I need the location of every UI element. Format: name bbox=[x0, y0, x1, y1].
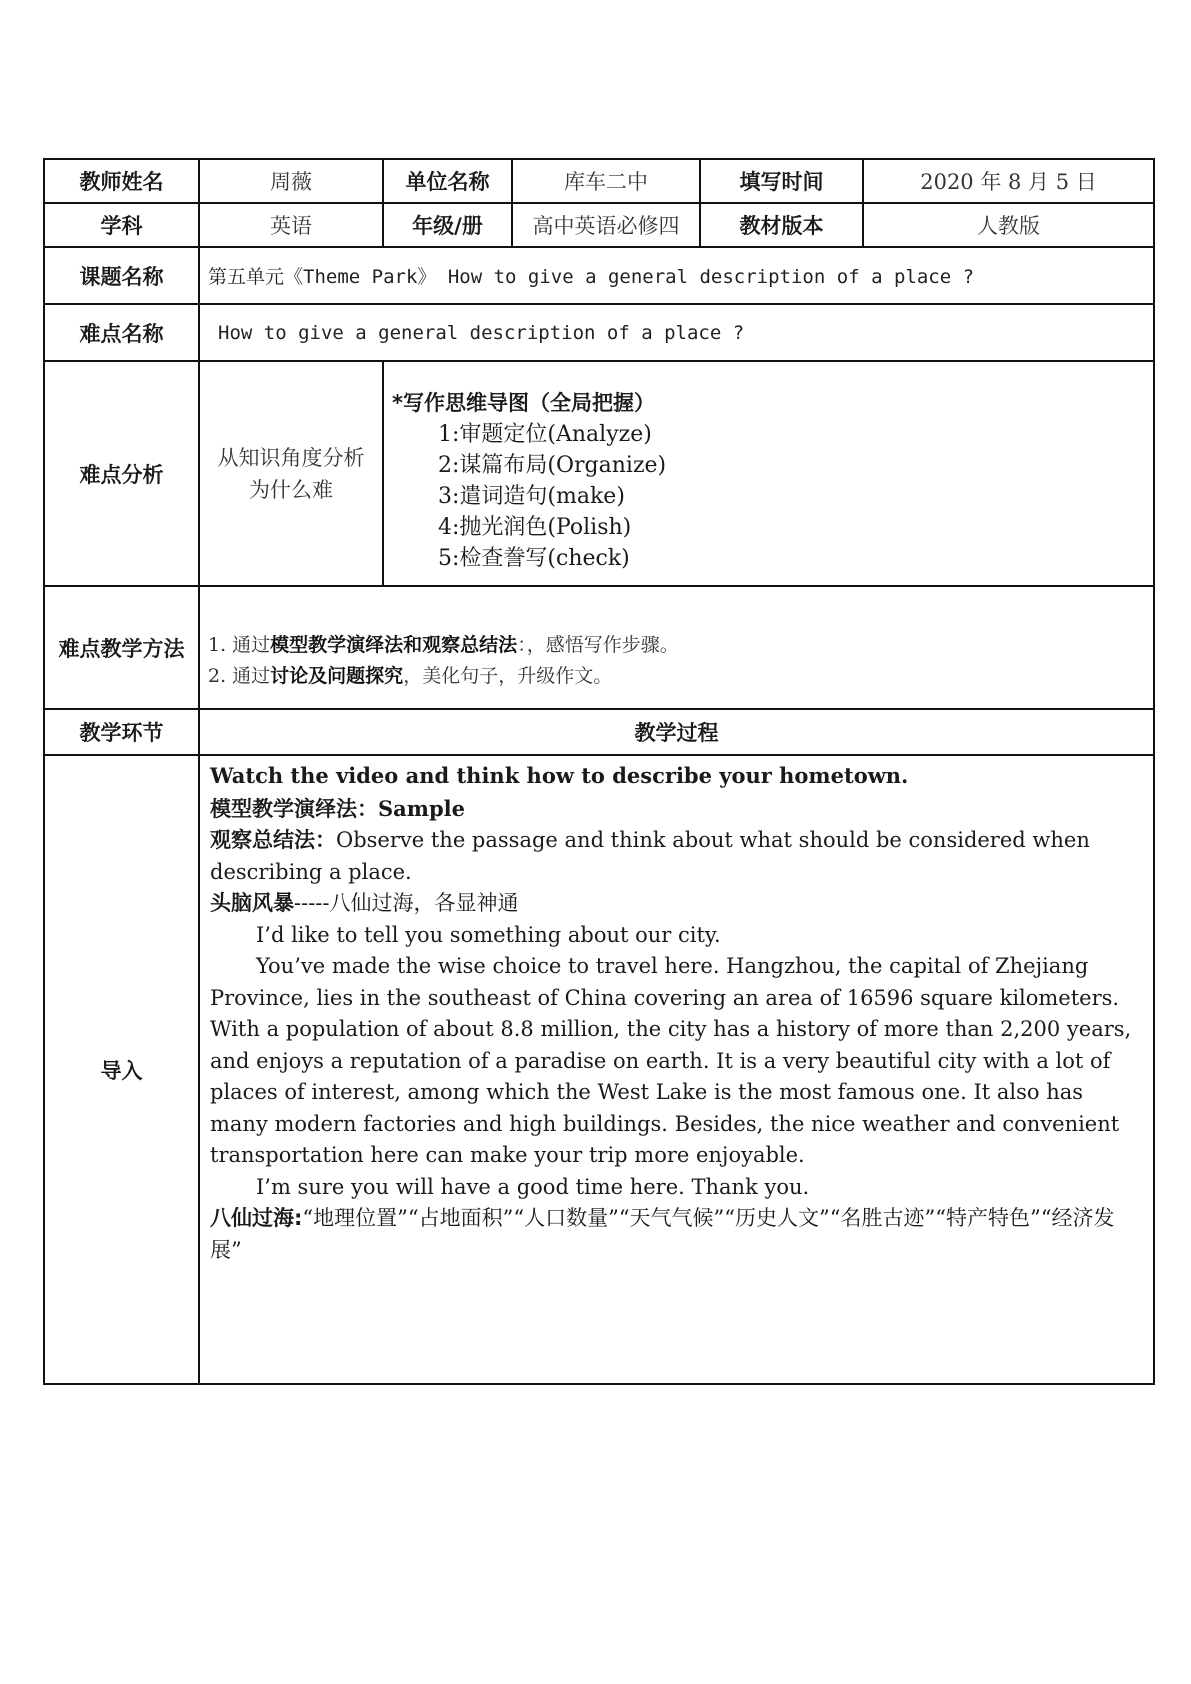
header-row-2 bbox=[44, 203, 1154, 247]
unit-name-value: 库车二中 bbox=[512, 159, 700, 203]
analysis-mindmap bbox=[383, 361, 1154, 586]
intro-brainstorm: 头脑风暴-----八仙过海，各显神通 bbox=[210, 891, 519, 915]
method-label: 难点教学方法 bbox=[44, 586, 199, 709]
intro-content bbox=[199, 755, 1154, 1384]
mindmap-step: 5:检查誊写(check) bbox=[438, 546, 630, 571]
method-line-1: 1. 通过模型教学演绎法和观察总结法：，感悟写作步骤。 bbox=[208, 633, 679, 656]
topic-value: 第五单元《Theme Park》 How to give a general description of a place ? bbox=[199, 247, 1154, 304]
process-stage-label: 教学环节 bbox=[44, 709, 199, 755]
intro-row bbox=[44, 755, 1154, 1384]
grade-value: 高中英语必修四 bbox=[512, 203, 700, 247]
mindmap-heading: *写作思维导图（全局把握） bbox=[392, 391, 655, 415]
analysis-angle: 从知识角度分析为什么难 bbox=[199, 361, 383, 586]
mindmap-step: 4:抛光润色(Polish) bbox=[438, 515, 632, 540]
difficulty-value: How to give a general description of a place ? bbox=[199, 304, 1154, 361]
lesson-plan-table bbox=[43, 158, 1155, 1385]
mindmap-step: 1:审题定位(Analyze) bbox=[438, 422, 652, 447]
method-line-2: 2. 通过讨论及问题探究，美化句子，升级作文。 bbox=[208, 664, 613, 687]
header-row-1 bbox=[44, 159, 1154, 203]
fill-date-value: 2020 年 8 月 5 日 bbox=[863, 159, 1154, 203]
intro-observe: 观察总结法：Observe the passage and think about what should be considered when describing a place. bbox=[210, 828, 1090, 884]
topic-label: 课题名称 bbox=[44, 247, 199, 304]
edition-value: 人教版 bbox=[863, 203, 1154, 247]
teacher-name-value: 周薇 bbox=[199, 159, 383, 203]
difficulty-label: 难点名称 bbox=[44, 304, 199, 361]
subject-label: 学科 bbox=[44, 203, 199, 247]
subject-value: 英语 bbox=[199, 203, 383, 247]
lesson-plan-sheet bbox=[43, 158, 1153, 1385]
analysis-row bbox=[44, 361, 1154, 586]
teacher-name-label: 教师姓名 bbox=[44, 159, 199, 203]
sample-paragraph-3: I’m sure you will have a good time here. Thank you. bbox=[256, 1174, 810, 1199]
analysis-label: 难点分析 bbox=[44, 361, 199, 586]
topic-row bbox=[44, 247, 1154, 304]
process-content-label: 教学过程 bbox=[199, 709, 1154, 755]
method-content bbox=[199, 586, 1154, 709]
intro-model: 模型教学演绎法：Sample bbox=[210, 795, 466, 821]
method-row bbox=[44, 586, 1154, 709]
intro-watch: Watch the video and think how to describe your hometown. bbox=[210, 763, 909, 788]
intro-label: 导入 bbox=[44, 755, 199, 1384]
sample-paragraph-1: I’d like to tell you something about our city. bbox=[256, 922, 721, 947]
mindmap-step: 2:谋篇布局(Organize) bbox=[438, 453, 667, 478]
edition-label: 教材版本 bbox=[700, 203, 863, 247]
difficulty-row bbox=[44, 304, 1154, 361]
mindmap-step: 3:遣词造句(make) bbox=[438, 484, 625, 509]
process-header-row bbox=[44, 709, 1154, 755]
sample-paragraph-2: You’ve made the wise choice to travel here. Hangzhou, the capital of Zhejiang Province, lies in the southeast of China covering an area of 16596 square kilometers. With a population of about 8.8 million, the city has a history of more than 2,200 years, and enjoys a reputation of a paradise on earth. It is a very beautiful city with a lot of places of interest, among which the West Lake is the most famous one. It also has many modern factories and high buildings. Besides, the nice weather and convenient transportation here can make your trip more enjoyable. bbox=[210, 954, 1132, 1167]
unit-name-label: 单位名称 bbox=[383, 159, 512, 203]
intro-eight-aspects: 八仙过海:“地理位置”“占地面积”“人口数量”“天气气候”“历史人文”“名胜古迹”“特产特色”“经济发展” bbox=[210, 1206, 1115, 1262]
grade-label: 年级/册 bbox=[383, 203, 512, 247]
fill-date-label: 填写时间 bbox=[700, 159, 863, 203]
